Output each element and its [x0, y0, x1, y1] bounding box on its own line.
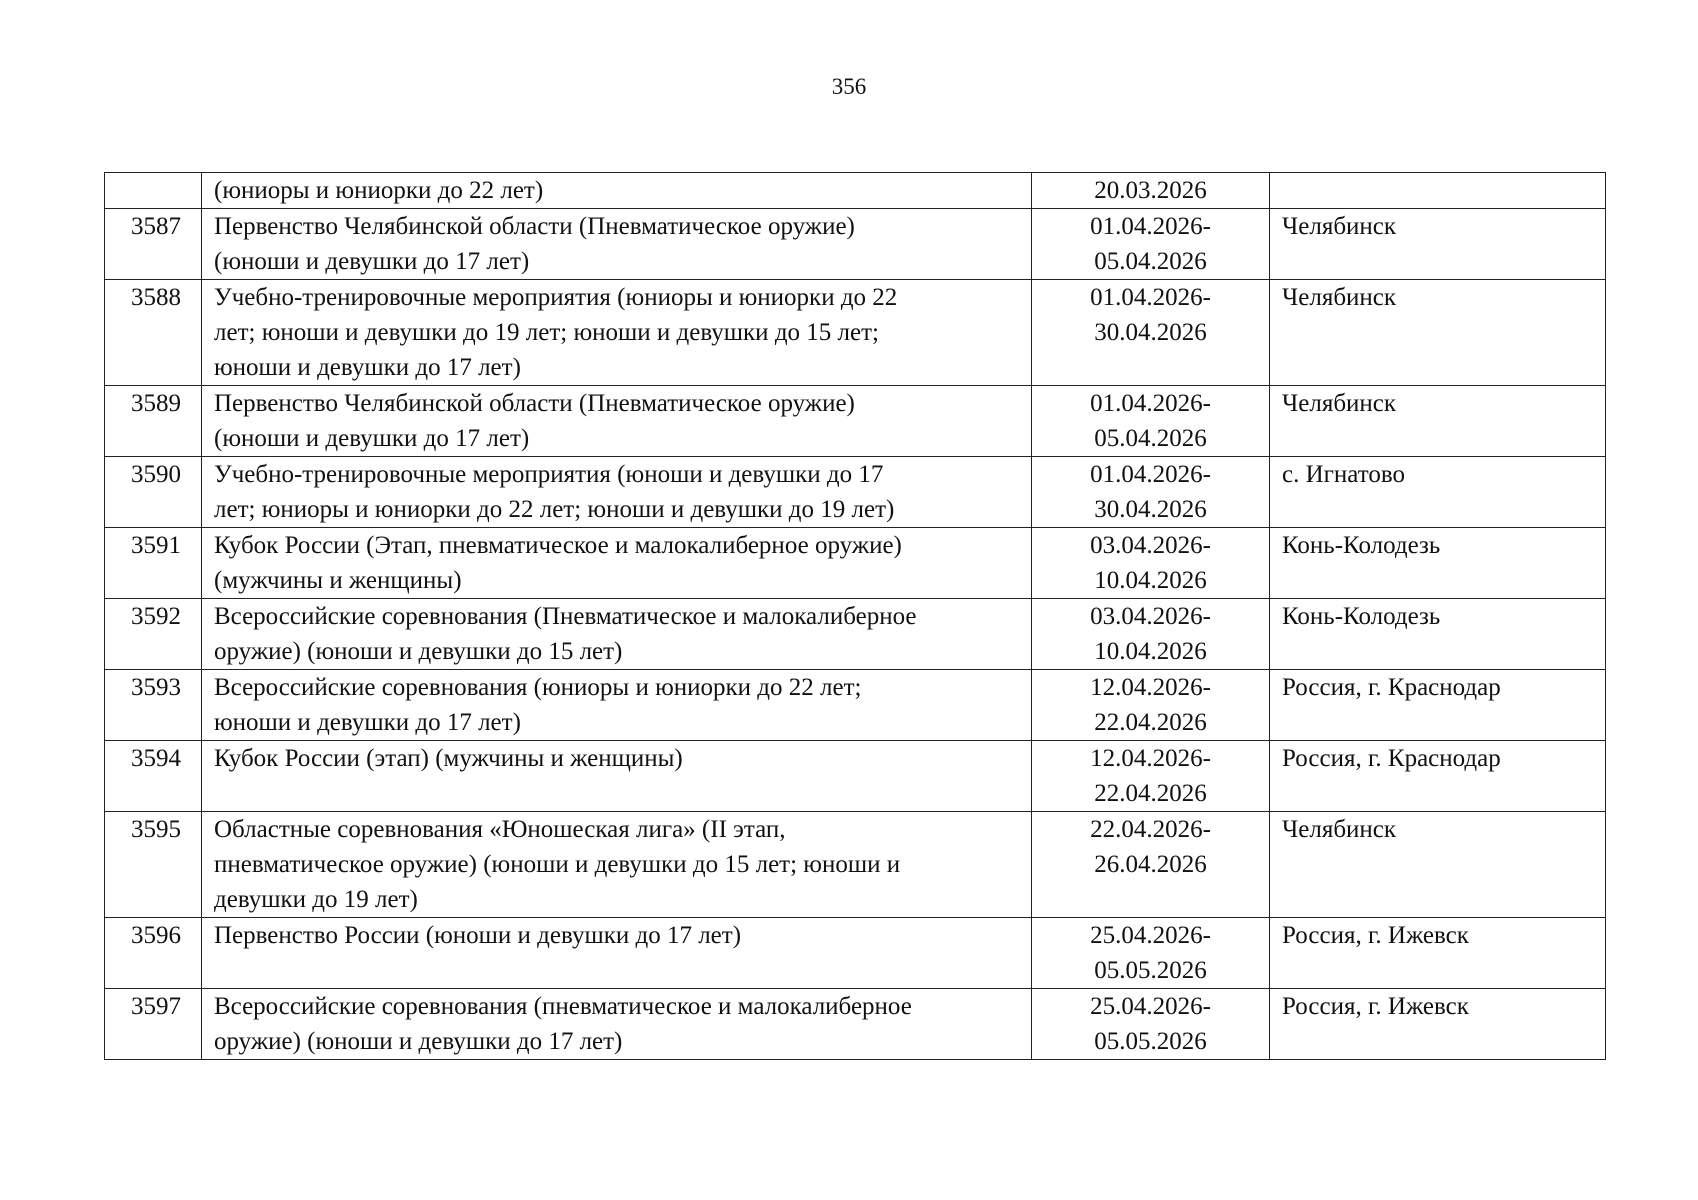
event-place: Челябинск — [1282, 816, 1397, 843]
event-name-cell — [202, 918, 1032, 989]
event-date-line: 12.04.2026- — [1090, 674, 1211, 701]
event-dates-cell — [1032, 918, 1270, 989]
event-date-line: 01.04.2026- — [1090, 461, 1211, 488]
event-number-cell — [105, 280, 202, 386]
event-date-line: 03.04.2026- — [1090, 603, 1211, 630]
event-name-line: Первенство Челябинской области (Пневматическое оружие) — [214, 390, 855, 417]
event-number-cell — [105, 599, 202, 670]
table-row — [105, 457, 1606, 528]
event-number-cell — [105, 812, 202, 918]
event-place: с. Игнатово — [1282, 461, 1405, 488]
event-name-line: девушки до 19 лет) — [214, 886, 418, 913]
event-date-line: 30.04.2026 — [1094, 319, 1207, 346]
event-date-line: 12.04.2026- — [1090, 745, 1211, 772]
event-name-line: юноши и девушки до 17 лет) — [214, 354, 521, 381]
table-row — [105, 209, 1606, 280]
event-number-cell — [105, 173, 202, 209]
event-name-cell — [202, 812, 1032, 918]
event-name-cell — [202, 528, 1032, 599]
event-date-line: 05.04.2026 — [1094, 425, 1207, 452]
event-name-cell — [202, 209, 1032, 280]
event-name-line: Первенство Челябинской области (Пневматическое оружие) — [214, 213, 855, 240]
event-number-cell — [105, 386, 202, 457]
event-name-line: Учебно-тренировочные мероприятия (юноши и девушки до 17 — [214, 461, 884, 488]
event-name-line: Кубок России (Этап, пневматическое и малокалиберное оружие) — [214, 532, 902, 559]
event-place-cell — [1270, 989, 1606, 1060]
event-date-line: 20.03.2026 — [1094, 177, 1207, 204]
event-date-line: 25.04.2026- — [1090, 993, 1211, 1020]
event-dates-cell — [1032, 386, 1270, 457]
event-dates-cell — [1032, 599, 1270, 670]
table-row — [105, 989, 1606, 1060]
table-row — [105, 173, 1606, 209]
events-table-body — [105, 173, 1606, 1060]
table-row — [105, 812, 1606, 918]
table-row — [105, 386, 1606, 457]
event-name-cell — [202, 173, 1032, 209]
event-place-cell — [1270, 528, 1606, 599]
event-name-line: (юноши и девушки до 17 лет) — [214, 248, 530, 275]
event-name-cell — [202, 386, 1032, 457]
event-date-line: 01.04.2026- — [1090, 390, 1211, 417]
table-row — [105, 918, 1606, 989]
event-number: 3595 — [131, 816, 181, 843]
event-number-cell — [105, 528, 202, 599]
event-name-cell — [202, 457, 1032, 528]
event-date-line: 22.04.2026 — [1094, 780, 1207, 807]
event-name-cell — [202, 599, 1032, 670]
table-row — [105, 280, 1606, 386]
table-row — [105, 670, 1606, 741]
event-name-line: (юниоры и юниорки до 22 лет) — [214, 177, 544, 204]
event-name-line: лет; юноши и девушки до 19 лет; юноши и девушки до 15 лет; — [214, 319, 879, 346]
event-place: Конь-Колодезь — [1282, 603, 1441, 630]
event-number: 3589 — [131, 390, 181, 417]
table-row — [105, 599, 1606, 670]
event-number-cell — [105, 457, 202, 528]
event-name-line: (мужчины и женщины) — [214, 567, 462, 594]
event-place-cell — [1270, 457, 1606, 528]
event-dates-cell — [1032, 812, 1270, 918]
event-place: Россия, г. Краснодар — [1282, 745, 1501, 772]
event-dates-cell — [1032, 280, 1270, 386]
event-name-line: Областные соревнования «Юношеская лига» (II этап, — [214, 816, 786, 843]
event-number: 3591 — [131, 532, 181, 559]
event-number: 3590 — [131, 461, 181, 488]
page-number: 356 — [831, 74, 867, 99]
event-place: Россия, г. Краснодар — [1282, 674, 1501, 701]
event-number-cell — [105, 741, 202, 812]
event-dates-cell — [1032, 670, 1270, 741]
event-number-cell — [105, 989, 202, 1060]
event-number: 3596 — [131, 922, 181, 949]
event-name-line: (юноши и девушки до 17 лет) — [214, 425, 530, 452]
event-name-line: Всероссийские соревнования (пневматическое и малокалиберное — [214, 993, 912, 1020]
event-place-cell — [1270, 670, 1606, 741]
event-place-cell — [1270, 918, 1606, 989]
event-date-line: 22.04.2026 — [1094, 709, 1207, 736]
event-place: Челябинск — [1282, 213, 1397, 240]
event-date-line: 05.05.2026 — [1094, 1028, 1207, 1055]
event-number: 3593 — [131, 674, 181, 701]
event-place-cell — [1270, 280, 1606, 386]
event-number: 3587 — [131, 213, 181, 240]
event-date-line: 05.05.2026 — [1094, 957, 1207, 984]
event-place-cell — [1270, 173, 1606, 209]
event-date-line: 01.04.2026- — [1090, 213, 1211, 240]
event-place: Россия, г. Ижевск — [1282, 993, 1469, 1020]
event-place: Конь-Колодезь — [1282, 532, 1441, 559]
event-place-cell — [1270, 386, 1606, 457]
event-name-line: пневматическое оружие) (юноши и девушки до 15 лет; юноши и — [214, 851, 901, 878]
event-name-cell — [202, 670, 1032, 741]
event-name-line: Первенство России (юноши и девушки до 17 лет) — [214, 922, 742, 949]
event-date-line: 25.04.2026- — [1090, 922, 1211, 949]
event-dates-cell — [1032, 173, 1270, 209]
event-date-line: 10.04.2026 — [1094, 638, 1207, 665]
event-number: 3594 — [131, 745, 181, 772]
event-dates-cell — [1032, 457, 1270, 528]
event-date-line: 30.04.2026 — [1094, 496, 1207, 523]
event-name-cell — [202, 741, 1032, 812]
event-name-cell — [202, 989, 1032, 1060]
event-number: 3588 — [131, 284, 181, 311]
event-name-line: оружие) (юноши и девушки до 17 лет) — [214, 1028, 623, 1055]
event-dates-cell — [1032, 989, 1270, 1060]
event-name-cell — [202, 280, 1032, 386]
table-row — [105, 528, 1606, 599]
event-name-line: Кубок России (этап) (мужчины и женщины) — [214, 745, 683, 772]
event-number-cell — [105, 918, 202, 989]
event-dates-cell — [1032, 209, 1270, 280]
event-place: Челябинск — [1282, 390, 1397, 417]
event-date-line: 01.04.2026- — [1090, 284, 1211, 311]
event-place-cell — [1270, 812, 1606, 918]
event-date-line: 10.04.2026 — [1094, 567, 1207, 594]
event-name-line: Всероссийские соревнования (Пневматическое и малокалиберное — [214, 603, 917, 630]
event-name-line: юноши и девушки до 17 лет) — [214, 709, 521, 736]
event-name-line: Всероссийские соревнования (юниоры и юниорки до 22 лет; — [214, 674, 862, 701]
event-dates-cell — [1032, 741, 1270, 812]
table-row — [105, 741, 1606, 812]
event-place: Челябинск — [1282, 284, 1397, 311]
event-number: 3592 — [131, 603, 181, 630]
event-dates-cell — [1032, 528, 1270, 599]
event-date-line: 03.04.2026- — [1090, 532, 1211, 559]
event-name-line: оружие) (юноши и девушки до 15 лет) — [214, 638, 623, 665]
event-date-line: 22.04.2026- — [1090, 816, 1211, 843]
event-place: Россия, г. Ижевск — [1282, 922, 1469, 949]
event-name-line: Учебно-тренировочные мероприятия (юниоры и юниорки до 22 — [214, 284, 898, 311]
event-date-line: 26.04.2026 — [1094, 851, 1207, 878]
event-number-cell — [105, 670, 202, 741]
event-place-cell — [1270, 599, 1606, 670]
event-place-cell — [1270, 209, 1606, 280]
event-number-cell — [105, 209, 202, 280]
event-number: 3597 — [131, 993, 181, 1020]
event-name-line: лет; юниоры и юниорки до 22 лет; юноши и девушки до 19 лет) — [214, 496, 895, 523]
event-date-line: 05.04.2026 — [1094, 248, 1207, 275]
event-place-cell — [1270, 741, 1606, 812]
events-table — [104, 172, 1606, 1060]
